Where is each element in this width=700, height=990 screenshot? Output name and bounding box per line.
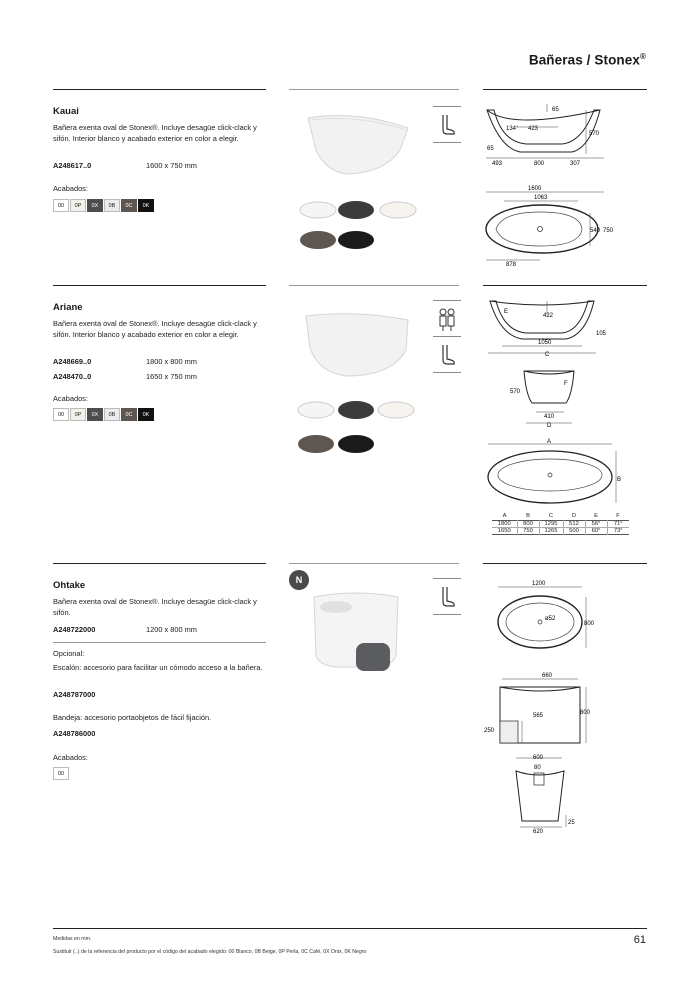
feature-icons	[433, 300, 461, 373]
product-ref: A248617..0 1600 x 750 mm	[53, 161, 197, 170]
finishes-label: Acabados:	[53, 753, 88, 762]
finish-swatch[interactable]: 0K	[138, 199, 154, 212]
svg-text:1600: 1600	[528, 186, 542, 192]
svg-text:1063: 1063	[534, 195, 548, 201]
divider	[53, 285, 266, 286]
svg-text:423: 423	[528, 126, 539, 132]
finish-swatches	[53, 199, 154, 212]
table-row: 1800 800 1295 512 56° 71°	[492, 521, 629, 528]
svg-text:660: 660	[542, 673, 553, 679]
product-description: Bañera exenta oval de Stonex®. Incluye desagüe click-clack y sifón.	[53, 597, 257, 617]
divider	[53, 89, 266, 90]
svg-text:65: 65	[487, 146, 494, 152]
svg-text:570: 570	[510, 389, 521, 395]
footer-note: Sustituir (..) de la referencia del producto por el código del acabado elegido: 00 Blanco, 0B Beige, 0P Perla, 0C Café, 0X Onix, 0K Negro	[53, 949, 367, 955]
divider	[289, 285, 459, 286]
svg-text:565: 565	[533, 713, 544, 719]
page-number: 61	[633, 934, 646, 946]
foot-icon	[433, 337, 461, 373]
svg-text:878: 878	[506, 262, 517, 268]
svg-text:422: 422	[543, 313, 554, 319]
svg-text:ø52: ø52	[545, 616, 556, 622]
new-badge: N	[289, 570, 309, 590]
svg-text:1050: 1050	[538, 340, 552, 346]
finish-swatch[interactable]: 0X	[87, 408, 103, 421]
svg-text:410: 410	[544, 414, 555, 420]
table-header-row: A B C D E F	[502, 513, 620, 519]
svg-text:134°: 134°	[506, 126, 519, 132]
svg-text:B: B	[617, 477, 622, 483]
finish-swatch[interactable]: 00	[53, 408, 69, 421]
svg-text:A: A	[547, 439, 552, 445]
svg-text:80: 80	[534, 765, 541, 771]
finish-swatch[interactable]: 0B	[104, 199, 120, 212]
product-ref: A248722000 1200 x 800 mm	[53, 625, 197, 634]
finish-swatch[interactable]: 0C	[121, 199, 137, 212]
svg-text:540: 540	[590, 228, 601, 234]
optional-label: Opcional:	[53, 649, 85, 658]
finish-swatch[interactable]: 0P	[70, 199, 86, 212]
product-name: Ariane	[53, 302, 83, 313]
foot-icon	[433, 107, 461, 143]
finish-swatch[interactable]: 00	[53, 199, 69, 212]
optional-item-text: Bandeja: accesorio portaobjetos de fácil fijación.	[53, 713, 212, 722]
finish-swatch[interactable]: 0C	[121, 408, 137, 421]
svg-text:65: 65	[552, 107, 559, 113]
divider	[53, 642, 266, 643]
dimensions-table	[492, 512, 629, 535]
divider	[53, 563, 266, 564]
svg-text:E: E	[504, 309, 509, 315]
svg-text:250: 250	[484, 728, 495, 734]
table-row: 1650 750 1265 500 60° 73°	[492, 528, 629, 535]
optional-item-ref: A248786000	[53, 729, 96, 738]
two-persons-icon	[433, 301, 461, 337]
product-description: Bañera exenta oval de Stonex®. Incluye desagüe click-clack y sifón. Interior blanco y acabado exterior en color a elegir.	[53, 123, 257, 143]
svg-text:307: 307	[570, 161, 581, 167]
technical-drawing	[482, 100, 612, 275]
finishes-label: Acabados:	[53, 394, 88, 403]
footer-divider	[53, 928, 647, 929]
finish-swatch[interactable]: 0X	[87, 199, 103, 212]
svg-text:105: 105	[596, 331, 607, 337]
finish-swatches	[53, 767, 69, 780]
product-photo	[296, 300, 416, 460]
divider	[483, 285, 647, 286]
optional-item-ref: A248787000	[53, 690, 96, 699]
product-ref: A248669..0 1800 x 800 mm	[53, 357, 197, 366]
svg-text:25: 25	[568, 820, 575, 826]
finish-swatch[interactable]: 0P	[70, 408, 86, 421]
finish-swatch[interactable]: 0K	[138, 408, 154, 421]
divider	[483, 89, 647, 90]
svg-text:620: 620	[533, 829, 544, 835]
svg-text:600: 600	[533, 755, 544, 761]
finishes-label: Acabados:	[53, 184, 88, 193]
finish-swatches	[53, 408, 154, 421]
product-description: Bañera exenta oval de Stonex®. Incluye desagüe click-clack y sifón. Interior blanco y acabado exterior en color a elegir.	[53, 319, 257, 339]
divider	[289, 563, 459, 564]
svg-text:800: 800	[584, 621, 595, 627]
product-photo	[296, 100, 416, 250]
page-title: Bañeras / Stonex®	[528, 52, 646, 68]
finish-swatch[interactable]: 00	[53, 767, 69, 780]
product-ref: A248470..0 1650 x 750 mm	[53, 372, 197, 381]
feature-icons	[433, 578, 461, 615]
svg-text:493: 493	[492, 161, 503, 167]
foot-icon	[433, 579, 461, 615]
footer-note: Medidas en mm.	[53, 936, 92, 942]
svg-text:570: 570	[589, 131, 600, 137]
product-name: Kauai	[53, 106, 79, 117]
technical-drawing	[482, 575, 612, 845]
svg-text:1200: 1200	[532, 581, 546, 587]
svg-text:D: D	[547, 423, 552, 429]
svg-text:800: 800	[580, 710, 591, 716]
divider	[289, 89, 459, 90]
svg-text:C: C	[545, 352, 550, 358]
svg-text:750: 750	[603, 228, 614, 234]
product-name: Ohtake	[53, 580, 86, 591]
svg-text:800: 800	[534, 161, 545, 167]
finish-swatch[interactable]: 0B	[104, 408, 120, 421]
product-photo	[306, 585, 416, 680]
divider	[483, 563, 647, 564]
svg-text:F: F	[564, 381, 568, 387]
feature-icons	[433, 106, 461, 143]
optional-item-text: Escalón: accesorio para facilitar un cómodo acceso a la bañera.	[53, 663, 263, 672]
